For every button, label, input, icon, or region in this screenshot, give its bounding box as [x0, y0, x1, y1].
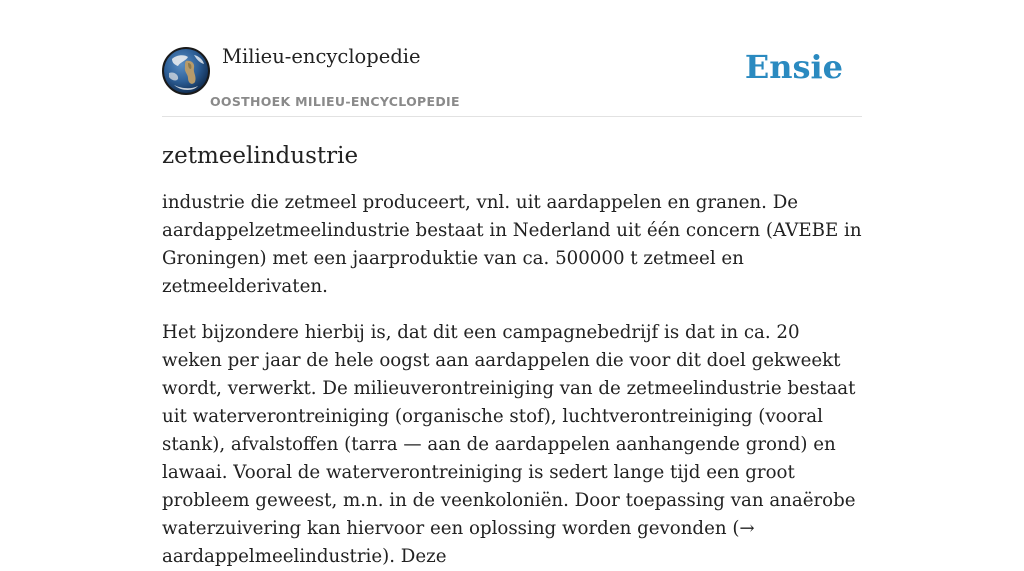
article-paragraph: Het bijzondere hierbij is, dat dit een campagnebedrijf is dat in ca. 20 weken per jaar de hele oogst aan aardappelen die voor dit doel gekweekt wordt, verwerkt. De milieuverontreiniging van de zetmeelindustrie bestaat uit waterverontreiniging (organische stof), luchtverontreiniging (vooral stank), afvalstoffen (tarra — aan de aardappelen aanhangende grond) en lawaai. Vooral de waterverontreiniging is sedert lange tijd een groot probleem geweest, m.n. in de veenkoloniën. Door toepassing van anaërobe waterzuivering kan hiervoor een oplossing worden gevonden (→ aardappelmeelindustrie). Deze — [162, 322, 856, 567]
page — [162, 0, 862, 571]
article-paragraph: industrie die zetmeel produceert, vnl. uit aardappelen en granen. De aardappelzetmeelindustrie bestaat in Nederland uit één concern (AVEBE in Groningen) met een jaarproduktie van ca. 500000 t zetmeel en zetmeelderivaten. — [162, 192, 862, 297]
article-term: zetmeelindustrie — [162, 143, 359, 169]
earth-globe-icon[interactable] — [162, 47, 210, 95]
ensie-brand-logo[interactable]: Ensie — [744, 48, 843, 86]
site-header — [162, 0, 862, 117]
site-title-link[interactable]: Milieu-encyclopedie — [222, 45, 421, 68]
globe-graphic — [164, 49, 208, 93]
site-subtitle: OOSTHOEK MILIEU-ENCYCLOPEDIE — [210, 94, 460, 109]
article — [162, 139, 862, 571]
